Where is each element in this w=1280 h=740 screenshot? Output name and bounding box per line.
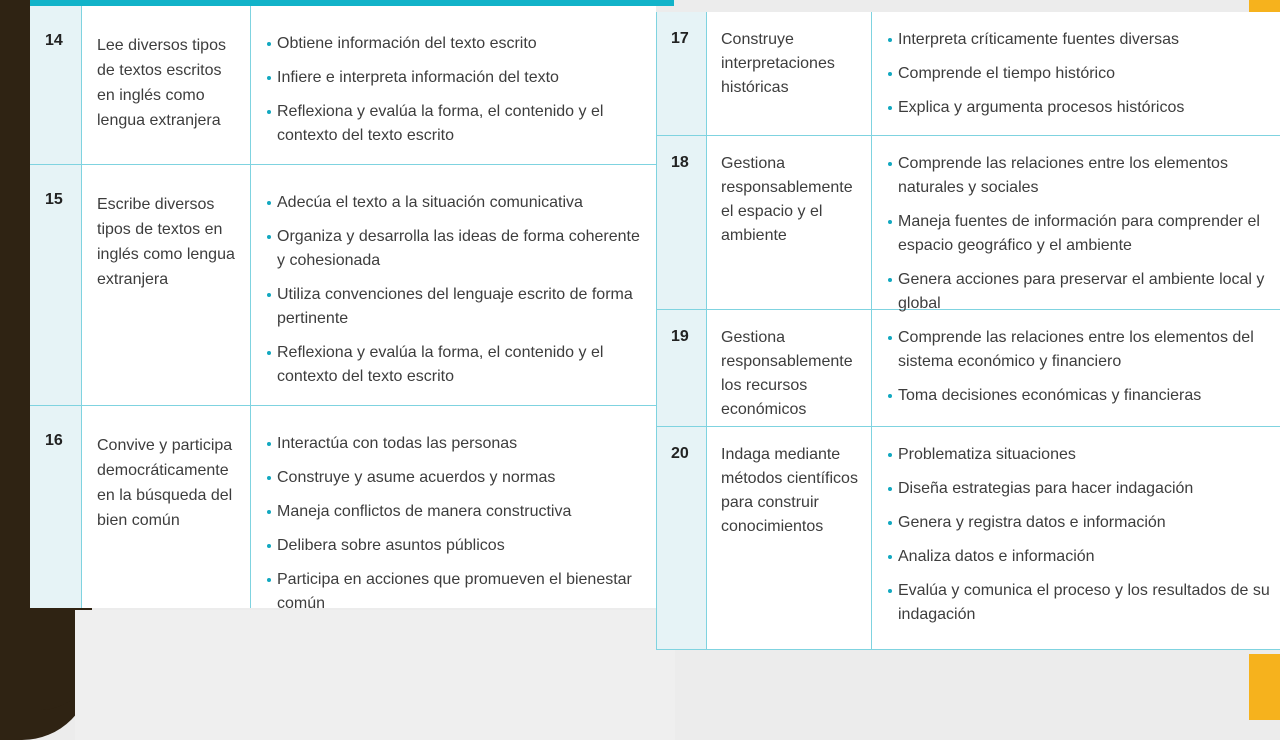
capacity-item: Infiere e interpreta información del texto [267, 66, 652, 90]
competency-name: Indaga mediante métodos científicos para construir conocimientos [707, 427, 872, 649]
capacities-cell [872, 310, 1280, 426]
capacity-item: Maneja fuentes de información para comprender el espacio geográfico y el ambiente [888, 210, 1275, 258]
competency-number: 17 [657, 12, 707, 135]
table-row [30, 406, 656, 612]
capacity-item: Reflexiona y evalúa la forma, el contenido y el contexto del texto escrito [267, 341, 652, 389]
capacity-item: Genera acciones para preservar el ambiente local y global [888, 268, 1275, 316]
capacity-item: Comprende las relaciones entre los elementos del sistema económico y financiero [888, 326, 1275, 374]
table-row [30, 6, 656, 165]
competency-number: 20 [657, 427, 707, 649]
capacity-item: Explica y argumenta procesos históricos [888, 96, 1275, 120]
competency-name: Gestiona responsablemente el espacio y el ambiente [707, 136, 872, 309]
capacity-item: Adecúa el texto a la situación comunicativa [267, 191, 652, 215]
competencias-table-left [30, 0, 656, 612]
competency-name: Construye interpretaciones históricas [707, 12, 872, 135]
capacity-item: Construye y asume acuerdos y normas [267, 466, 652, 490]
capacity-item: Toma decisiones económicas y financieras [888, 384, 1275, 408]
competencias-table-right [656, 12, 1280, 650]
capacities-cell [872, 427, 1280, 649]
capacity-item: Diseña estrategias para hacer indagación [888, 477, 1275, 501]
competency-number: 16 [30, 406, 82, 608]
capacity-item: Comprende las relaciones entre los elementos naturales y sociales [888, 152, 1275, 200]
slide-light-panel [75, 610, 675, 740]
capacity-item: Analiza datos e información [888, 545, 1275, 569]
competency-number: 18 [657, 136, 707, 309]
capacities-cell [251, 165, 656, 405]
capacities-cell [872, 12, 1280, 135]
capacities-cell [872, 136, 1280, 312]
table-row [30, 165, 656, 406]
table-row [657, 427, 1280, 650]
capacity-item: Interpreta críticamente fuentes diversas [888, 28, 1275, 52]
capacity-item: Organiza y desarrolla las ideas de forma coherente y cohesionada [267, 225, 652, 273]
capacity-item: Reflexiona y evalúa la forma, el contenido y el contexto del texto escrito [267, 100, 652, 148]
capacity-item: Comprende el tiempo histórico [888, 62, 1275, 86]
competency-name: Lee diversos tipos de textos escritos en inglés como lengua extranjera [82, 6, 251, 164]
competency-number: 15 [30, 165, 82, 405]
capacity-item: Participa en acciones que promueven el bienestar común [267, 568, 652, 616]
capacity-item: Maneja conflictos de manera constructiva [267, 500, 652, 524]
capacity-item: Interactúa con todas las personas [267, 432, 652, 456]
table-row [657, 310, 1280, 427]
capacity-item: Genera y registra datos e información [888, 511, 1275, 535]
competency-number: 19 [657, 310, 707, 426]
competency-name: Gestiona responsablemente los recursos económicos [707, 310, 872, 426]
capacity-item: Problematiza situaciones [888, 443, 1275, 467]
capacity-item: Delibera sobre asuntos públicos [267, 534, 652, 558]
capacity-item: Utiliza convenciones del lenguaje escrito de forma pertinente [267, 283, 652, 331]
competency-name: Convive y participa democráticamente en la búsqueda del bien común [82, 406, 251, 608]
capacities-cell [251, 406, 656, 612]
table-row [657, 12, 1280, 136]
competency-name: Escribe diversos tipos de textos en inglés como lengua extranjera [82, 165, 251, 405]
table-row [657, 136, 1280, 310]
accent-block-bottom [1249, 654, 1280, 720]
capacity-item: Obtiene información del texto escrito [267, 32, 652, 56]
capacity-item: Evalúa y comunica el proceso y los resultados de su indagación [888, 579, 1275, 627]
capacities-cell [251, 6, 656, 164]
competency-number: 14 [30, 6, 82, 164]
